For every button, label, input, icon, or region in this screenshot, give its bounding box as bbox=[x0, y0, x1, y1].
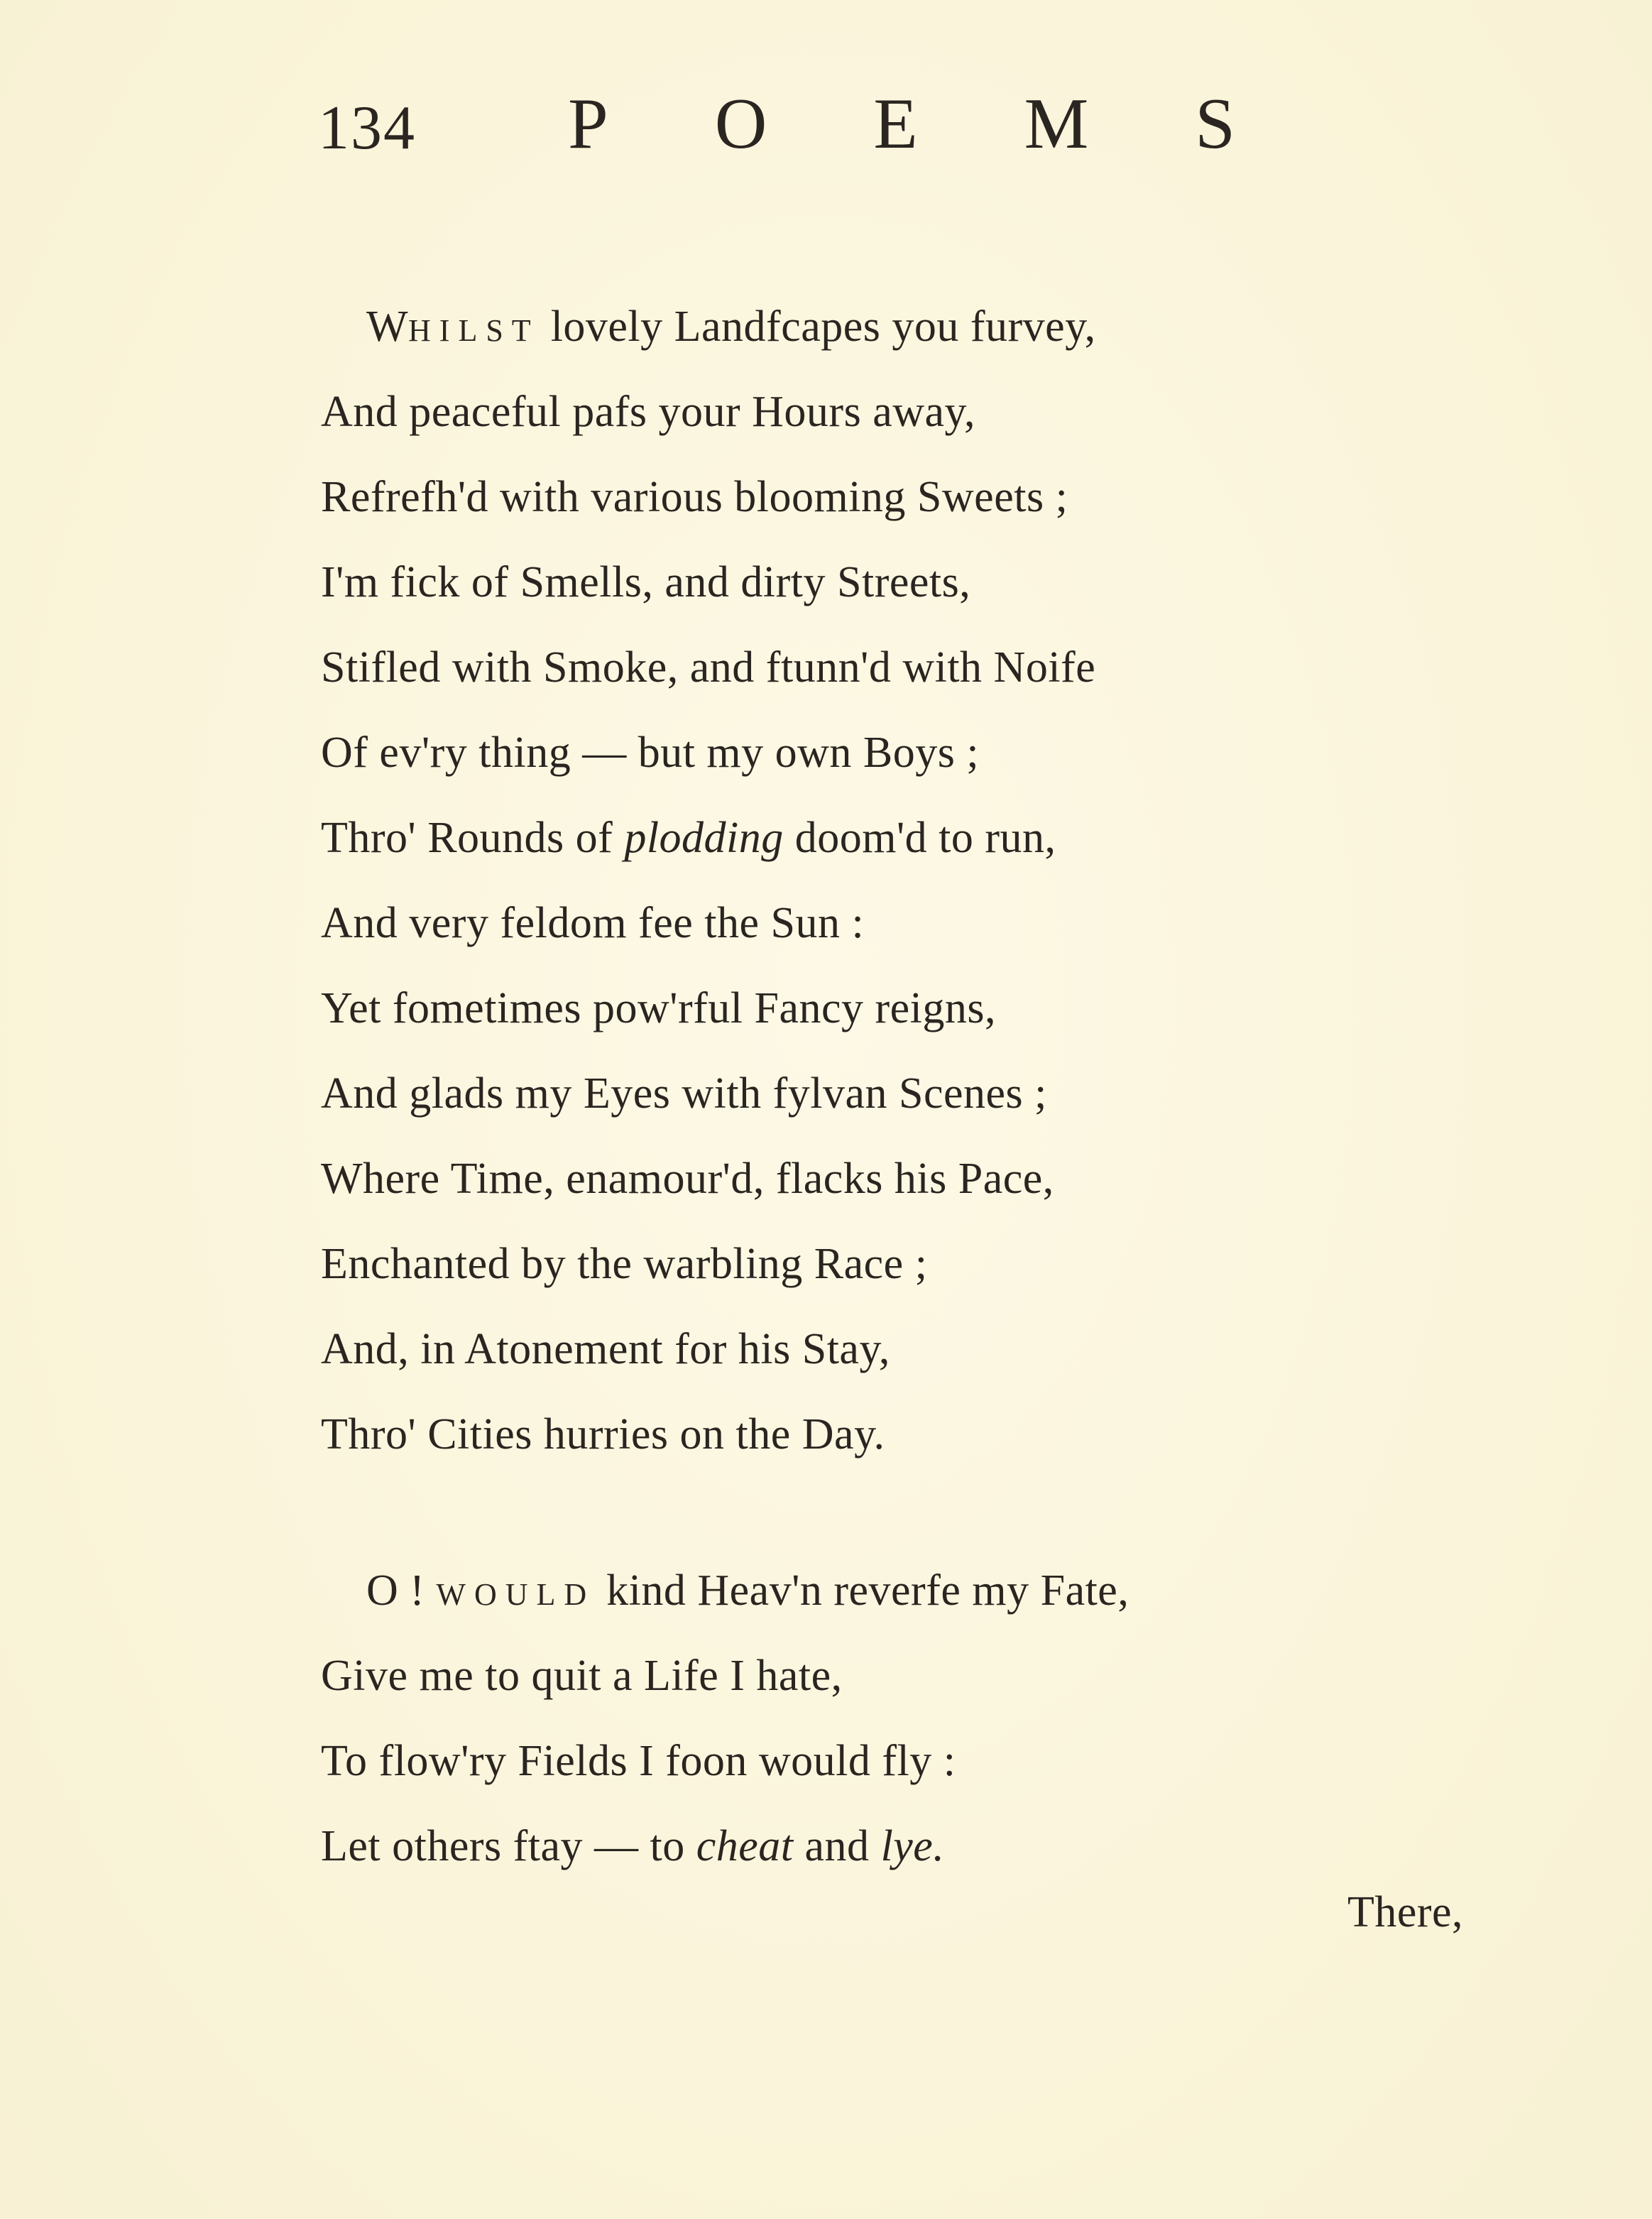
smallcaps-word: HILST bbox=[408, 313, 540, 348]
running-head-letter: P bbox=[568, 84, 608, 164]
line-text: Thro' Rounds of bbox=[321, 814, 625, 862]
poem-line: And glads my Eyes with fylvan Scenes ; bbox=[321, 1069, 1047, 1118]
page-number: 134 bbox=[318, 94, 416, 163]
smallcaps-word: WOULD bbox=[436, 1577, 596, 1612]
poem-line: Give me to quit a Life I hate, bbox=[321, 1652, 843, 1700]
poem-line bbox=[321, 1804, 1129, 1889]
line-text: kind Heav'n reverfe my Fate, bbox=[595, 1566, 1129, 1615]
running-head-letter: M bbox=[1024, 84, 1089, 164]
running-head-letter: E bbox=[873, 84, 918, 164]
poem-line bbox=[321, 795, 1096, 880]
poem-line: And peaceful pafs your Hours away, bbox=[321, 388, 975, 436]
poem-line: I'm fick of Smells, and dirty Streets, bbox=[321, 558, 971, 606]
catchword: There, bbox=[1347, 1888, 1464, 1936]
italic-word: plodding bbox=[624, 814, 784, 862]
poem-line: Refrefh'd with various blooming Sweets ; bbox=[321, 473, 1068, 521]
poem-line: And very feldom fee the Sun : bbox=[321, 899, 865, 947]
poem-line: Yet fometimes pow'rful Fancy reigns, bbox=[321, 984, 997, 1032]
running-head bbox=[568, 82, 1235, 165]
poem-line: Of ev'ry thing — but my own Boys ; bbox=[321, 729, 980, 777]
line-text: lovely Landfcapes you furvey, bbox=[539, 302, 1096, 351]
poem-line: And, in Atonement for his Stay, bbox=[321, 1325, 890, 1373]
poem-line: Enchanted by the warbling Race ; bbox=[321, 1240, 928, 1288]
poem-line: Stifled with Smoke, and ftunn'd with Noife bbox=[321, 643, 1096, 692]
dropcap: O ! bbox=[366, 1566, 425, 1615]
stanza-1 bbox=[321, 284, 1096, 1477]
poem-line: Where Time, enamour'd, flacks his Pace, bbox=[321, 1155, 1054, 1203]
line-text: and bbox=[793, 1822, 881, 1870]
poem-line: Thro' Cities hurries on the Day. bbox=[321, 1410, 885, 1459]
poem-line bbox=[321, 1548, 1129, 1633]
stanza-2 bbox=[321, 1548, 1129, 1889]
italic-word: cheat bbox=[696, 1822, 794, 1870]
line-text: doom'd to run, bbox=[783, 814, 1056, 862]
running-head-letter: S bbox=[1195, 84, 1235, 164]
italic-word: lye. bbox=[880, 1822, 945, 1870]
page-header bbox=[0, 78, 1652, 164]
running-head-letter: O bbox=[714, 84, 767, 164]
line-text: Let others ftay — to bbox=[321, 1822, 696, 1870]
poem-line: To flow'ry Fields I foon would fly : bbox=[321, 1737, 956, 1785]
poem-line bbox=[321, 284, 1096, 369]
dropcap: W bbox=[366, 302, 409, 351]
